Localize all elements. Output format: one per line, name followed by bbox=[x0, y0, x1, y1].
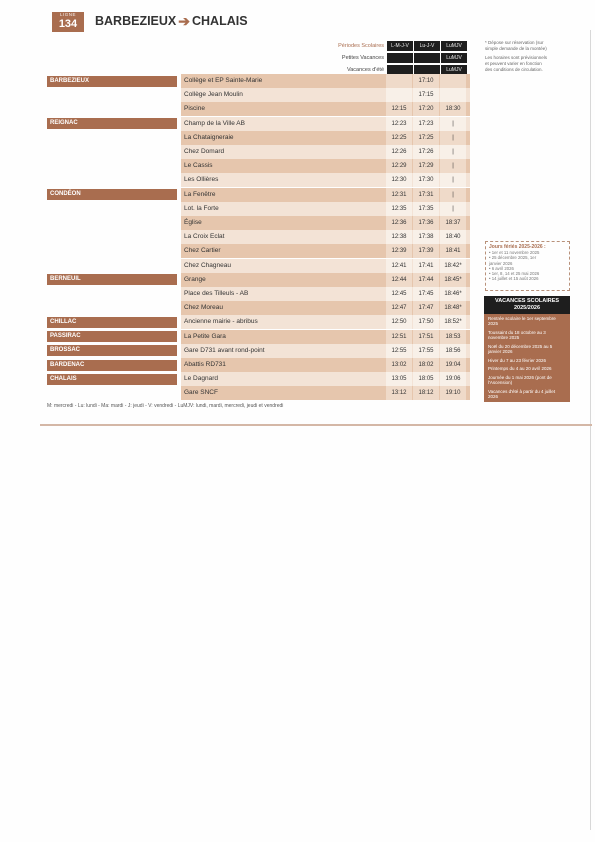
table-row bbox=[181, 131, 470, 145]
time-cell: 12:25 bbox=[386, 131, 412, 145]
time-cell: 12:41 bbox=[386, 259, 412, 273]
line-label: LIGNE bbox=[59, 12, 76, 17]
stop-name: Gare D731 avant rond-point bbox=[184, 346, 265, 354]
holidays-box bbox=[485, 241, 570, 291]
time-cell bbox=[386, 88, 412, 102]
stop-name: Chez Domard bbox=[184, 148, 225, 155]
arrow-right-icon: ➔ bbox=[178, 13, 190, 29]
table-row bbox=[181, 244, 470, 258]
time-cell: 18:02 bbox=[413, 358, 439, 372]
table-row bbox=[181, 287, 470, 301]
table-row bbox=[181, 330, 470, 344]
stop-name: Le Cassis bbox=[184, 162, 213, 170]
time-cell: 12:50 bbox=[386, 315, 412, 329]
stop-name: Gare SNCF bbox=[184, 389, 218, 397]
stop-name: Grange bbox=[184, 275, 206, 283]
scan-edge bbox=[590, 30, 591, 830]
period-cell: LuMJV bbox=[441, 41, 467, 51]
time-cell: 13:12 bbox=[386, 386, 412, 400]
route-destination: CHALAIS bbox=[192, 14, 248, 28]
town-label: CONDÉON bbox=[47, 189, 177, 200]
stop-name: Lot. la Forte bbox=[184, 204, 219, 212]
time-cell: 17:36 bbox=[413, 216, 439, 230]
time-cell: 18:40 bbox=[440, 230, 466, 244]
town-label: REIGNAC bbox=[47, 118, 177, 129]
holiday-line: • 6 avril 2026 bbox=[489, 265, 514, 271]
period-cell: LuMJV bbox=[441, 53, 467, 63]
time-cell: 12:23 bbox=[386, 117, 412, 131]
table-row bbox=[181, 259, 470, 273]
time-cell: | bbox=[440, 145, 466, 159]
time-cell: | bbox=[440, 159, 466, 173]
table-row bbox=[181, 315, 470, 329]
period-cell: L-M-J-V bbox=[387, 41, 413, 51]
table-row bbox=[181, 372, 470, 386]
table-row bbox=[181, 159, 470, 173]
route-origin: BARBEZIEUX bbox=[95, 14, 177, 28]
table-row bbox=[181, 344, 470, 358]
time-cell: | bbox=[440, 202, 466, 216]
table-row bbox=[181, 188, 470, 202]
table-row bbox=[181, 216, 470, 230]
stop-name: Piscine bbox=[184, 105, 205, 113]
table-row bbox=[181, 301, 470, 315]
table-row bbox=[181, 117, 470, 131]
time-cell: 18:12 bbox=[413, 386, 439, 400]
time-cell: 17:25 bbox=[413, 131, 439, 145]
school-holidays-box bbox=[484, 296, 570, 402]
time-cell: 17:10 bbox=[413, 74, 439, 88]
time-cell: 18:52* bbox=[440, 315, 466, 329]
time-cell: 12:31 bbox=[386, 188, 412, 202]
school-holiday-item: Journée du 1 mai 2026 (pont de l'Ascension) bbox=[488, 374, 552, 386]
time-cell: 13:05 bbox=[386, 372, 412, 386]
stop-name: Ancienne mairie - abribus bbox=[184, 318, 258, 326]
time-cell: 17:20 bbox=[413, 102, 439, 116]
time-cell: 12:29 bbox=[386, 159, 412, 173]
time-cell: 12:26 bbox=[386, 145, 412, 159]
holiday-line: • 25 décembre 2025, 1er bbox=[489, 255, 537, 261]
time-cell: 13:02 bbox=[386, 358, 412, 372]
time-cell bbox=[440, 74, 466, 88]
line-number: 134 bbox=[58, 18, 78, 30]
stop-name: Abattis RD731 bbox=[184, 361, 226, 368]
stop-name: Les Ollières bbox=[184, 176, 219, 184]
top-note-line: et peuvent varier en fonction bbox=[485, 61, 542, 66]
time-cell: | bbox=[440, 131, 466, 145]
period-cell: LuMJV bbox=[441, 65, 467, 75]
stop-name: Champ de la Ville AB bbox=[184, 119, 245, 127]
school-holiday-item: Rentrée scolaire le 1er septembre 2025 bbox=[488, 315, 556, 326]
time-cell: | bbox=[440, 173, 466, 187]
time-cell: 17:50 bbox=[413, 315, 439, 329]
time-cell: 18:46* bbox=[440, 287, 466, 301]
period-cell bbox=[414, 53, 440, 63]
time-cell: 17:23 bbox=[413, 117, 439, 131]
time-cell: 17:44 bbox=[413, 273, 439, 287]
town-label: CHALAIS bbox=[47, 374, 177, 385]
holiday-line: • 1er et 11 novembre 2025 bbox=[489, 250, 540, 255]
time-cell: 12:44 bbox=[386, 273, 412, 287]
stop-name: Église bbox=[184, 219, 202, 226]
time-cell: 17:51 bbox=[413, 330, 439, 344]
time-cell: 17:45 bbox=[413, 287, 439, 301]
time-cell: 18:30 bbox=[440, 102, 466, 116]
time-cell: 18:37 bbox=[440, 216, 466, 230]
footnote: M: mercredi - Lu: lundi - Ma: mardi - J: jeudi - V: vendredi - LuMJV: lundi, mardi, mercredi, jeudi et vendredi bbox=[47, 403, 284, 409]
stop-name: Chez Moreau bbox=[184, 304, 224, 312]
stop-name: Collège et EP Sainte-Marie bbox=[184, 77, 263, 84]
stop-name: La Chataigneraie bbox=[184, 133, 234, 141]
table-row bbox=[181, 273, 470, 287]
time-cell: 12:51 bbox=[386, 330, 412, 344]
time-cell: 18:53 bbox=[440, 330, 466, 344]
stop-name: Chez Chagneau bbox=[184, 261, 231, 269]
school-holiday-item: Hiver du 7 au 23 février 2026 bbox=[488, 357, 547, 363]
time-cell: 17:47 bbox=[413, 301, 439, 315]
route-title bbox=[95, 14, 248, 28]
time-cell: 17:41 bbox=[413, 259, 439, 273]
time-cell: 17:55 bbox=[413, 344, 439, 358]
time-cell: 17:38 bbox=[413, 230, 439, 244]
time-cell: 12:45 bbox=[386, 287, 412, 301]
table-row bbox=[181, 102, 470, 116]
time-cell: 12:15 bbox=[386, 102, 412, 116]
time-cell: 17:29 bbox=[413, 159, 439, 173]
town-label: BROSSAC bbox=[47, 345, 177, 356]
top-note-line: des conditions de circulation. bbox=[485, 67, 543, 72]
time-cell: 18:41 bbox=[440, 244, 466, 258]
stop-name: La Petite Gara bbox=[184, 332, 226, 340]
time-cell: 18:45* bbox=[440, 273, 466, 287]
time-cell bbox=[386, 74, 412, 88]
time-cell: 12:39 bbox=[386, 244, 412, 258]
period-label-scolaires: Périodes Scolaires bbox=[338, 43, 384, 49]
stop-name: Collège Jean Moulin bbox=[184, 91, 243, 99]
town-label: PASSIRAC bbox=[47, 331, 177, 342]
time-cell: 17:15 bbox=[413, 88, 439, 102]
table-row bbox=[181, 74, 470, 88]
time-cell: 17:30 bbox=[413, 173, 439, 187]
time-cell: 12:36 bbox=[386, 216, 412, 230]
table-row bbox=[181, 145, 470, 159]
time-cell: 18:42* bbox=[440, 259, 466, 273]
top-note-line: Les horaires sont prévisionnels bbox=[485, 55, 548, 60]
school-holiday-item: Noël du 20 décembre 2025 au 5 janvier 2026 bbox=[488, 343, 553, 354]
time-cell bbox=[440, 88, 466, 102]
time-cell: 19:06 bbox=[440, 372, 466, 386]
table-row bbox=[181, 230, 470, 244]
school-holiday-item: Printemps du 4 au 20 avril 2026 bbox=[488, 366, 552, 372]
top-note-line: simple demande de la montée) bbox=[485, 46, 547, 51]
time-cell: 12:55 bbox=[386, 344, 412, 358]
table-row bbox=[181, 358, 470, 372]
town-label: BARBEZIEUX bbox=[47, 76, 177, 87]
holiday-line: janvier 2026 bbox=[489, 260, 513, 266]
sheet-bottom-edge bbox=[40, 424, 592, 426]
time-cell: 19:04 bbox=[440, 358, 466, 372]
time-cell: 12:30 bbox=[386, 173, 412, 187]
school-holiday-item: Vacances d'été à partir du 4 juillet 2026 bbox=[488, 388, 556, 400]
period-cell bbox=[387, 53, 413, 63]
top-note-line: * Dépose sur réservation (sur bbox=[485, 40, 544, 45]
school-holiday-item: Toussaint du 18 octobre au 3 novembre 2025 bbox=[488, 329, 546, 340]
table-row bbox=[181, 386, 470, 400]
line-badge bbox=[52, 12, 84, 32]
stop-name: Place des Tilleuls - AB bbox=[184, 290, 249, 297]
table-row bbox=[181, 88, 470, 102]
stop-name: Le Dagnard bbox=[184, 375, 218, 383]
time-cell: 18:48* bbox=[440, 301, 466, 315]
stop-name: La Croix Eclat bbox=[184, 233, 225, 241]
school-holidays-title: VACANCES SCOLAIRES 2025/2026 bbox=[484, 296, 570, 314]
time-cell: 12:38 bbox=[386, 230, 412, 244]
time-cell: 12:47 bbox=[386, 301, 412, 315]
time-cell: 17:26 bbox=[413, 145, 439, 159]
time-cell: 18:56 bbox=[440, 344, 466, 358]
time-cell: 17:39 bbox=[413, 244, 439, 258]
time-cell: | bbox=[440, 188, 466, 202]
town-label: BARDENAC bbox=[47, 360, 177, 371]
time-cell: 17:31 bbox=[413, 188, 439, 202]
time-cell: 17:35 bbox=[413, 202, 439, 216]
stop-name: La Fenêtre bbox=[184, 190, 216, 198]
town-label: CHILLAC bbox=[47, 317, 177, 328]
period-cell: Lu-J-V bbox=[414, 41, 440, 51]
holiday-line: • 1er, 8, 14 et 25 mai 2026 bbox=[489, 271, 540, 277]
table-row bbox=[181, 202, 470, 216]
time-cell: 18:05 bbox=[413, 372, 439, 386]
time-cell: 19:10 bbox=[440, 386, 466, 400]
period-label-petites-vacances: Petites Vacances bbox=[341, 55, 384, 61]
stop-name: Chez Cartier bbox=[184, 247, 221, 255]
time-cell: 12:35 bbox=[386, 202, 412, 216]
town-label: BERNEUIL bbox=[47, 274, 177, 285]
time-cell: | bbox=[440, 117, 466, 131]
holidays-title: Jours fériés 2025-2026 : bbox=[489, 244, 546, 250]
period-label-ete: Vacances d'été bbox=[346, 67, 384, 73]
table-row bbox=[181, 173, 470, 187]
holiday-line: • 14 juillet et 15 août 2026 bbox=[489, 276, 539, 282]
